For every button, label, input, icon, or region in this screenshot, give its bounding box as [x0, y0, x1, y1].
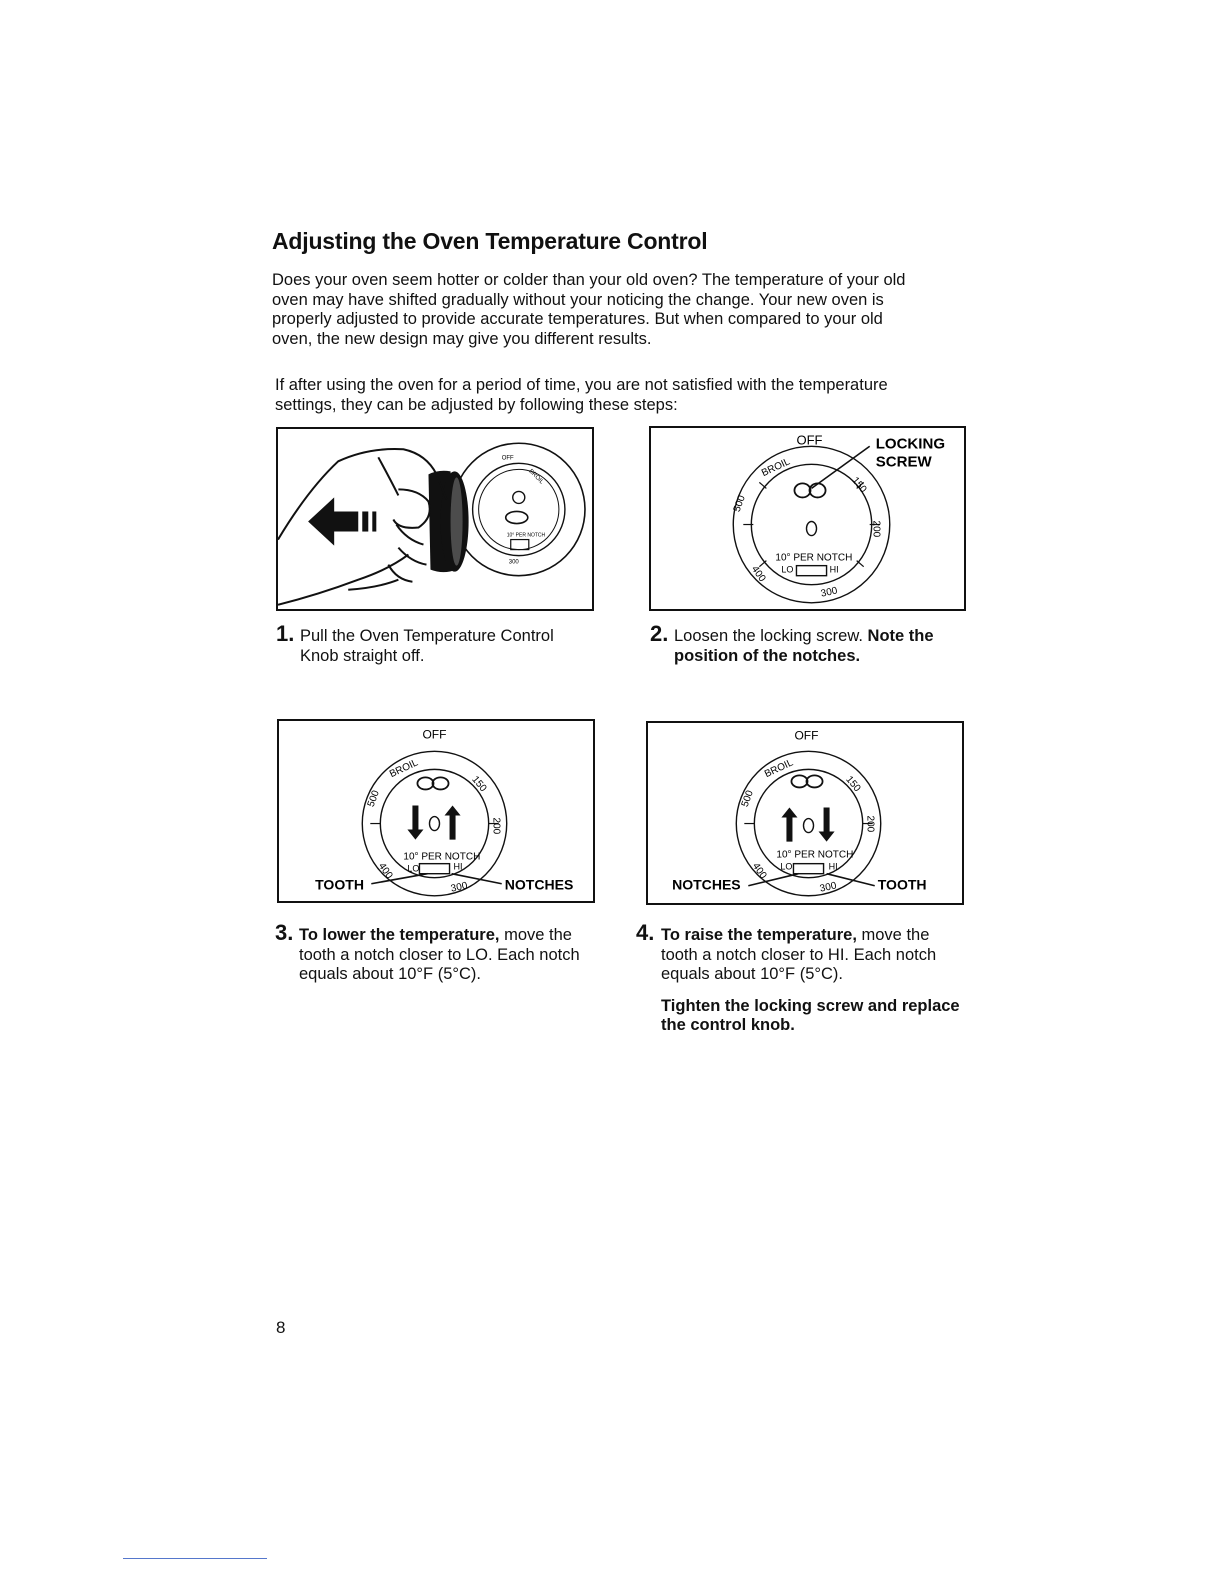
dial-notch-label: 10° PER NOTCH — [775, 552, 853, 564]
step-1 — [276, 621, 596, 666]
dial-raise-illustration — [648, 723, 962, 903]
step-4 — [636, 920, 966, 1036]
dial-lo-label: LO — [780, 861, 793, 872]
step-emphasis: Note the position of the notches. — [674, 627, 934, 665]
dial-notch-label: 10° PER NOTCH — [506, 532, 546, 539]
step-number: 3. — [275, 920, 294, 945]
step-text: move the tooth a notch closer to HI. Each notch equals about 10°F (5°C). — [661, 926, 937, 983]
intro-paragraph-2: If after using the oven for a period of time, you are not satisfied with the temperature settings, they can be adjusted by following these steps: — [275, 376, 888, 414]
dial-face — [362, 727, 506, 896]
intro-paragraph-1: Does your oven seem hotter or colder than your old oven? The temperature of your old oven may have shifted gradually without your noticing the change. Your new oven is properly adjusted to provide accurate temperatures. But when compared to your old oven, the new design may give you different results. — [272, 271, 906, 348]
dial-broil-label: BROIL — [387, 757, 420, 781]
dial-300-label: 300 — [508, 559, 519, 566]
dial-500-label: 500 — [365, 789, 382, 809]
pull-arrow-icon — [308, 497, 376, 545]
dial-hi-label: HI — [828, 861, 838, 872]
step-text: Loosen the locking screw. — [674, 627, 868, 645]
page-number: 8 — [276, 1318, 286, 1337]
dial-400-label: 400 — [749, 861, 769, 882]
dial-150-label: 150 — [849, 475, 869, 496]
dial-hi-label: HI — [453, 861, 463, 872]
figure-locking-screw — [649, 426, 966, 611]
page-title: Adjusting the Oven Temperature Control — [272, 228, 708, 254]
figure-lower-temperature — [277, 719, 595, 903]
dial-hi-label: HI — [829, 564, 839, 575]
step-number: 4. — [636, 920, 655, 945]
step-text: move the tooth a notch closer to LO. Each notch equals about 10°F (5°C). — [299, 926, 580, 983]
dial-200-label: 200 — [490, 817, 502, 835]
tooth-label: TOOTH — [877, 876, 927, 893]
dial-400-label: 400 — [748, 564, 768, 585]
figure-pull-knob — [276, 427, 594, 611]
dial-lo-label: LO — [781, 564, 794, 575]
dial-lower-illustration — [279, 721, 593, 901]
locking-screw-icon — [791, 775, 822, 787]
footer-divider — [123, 1558, 267, 1559]
step-3 — [275, 920, 595, 985]
dial-broil-label: BROIL — [759, 456, 792, 480]
pull-knob-illustration — [278, 429, 592, 609]
arrow-up-icon — [781, 807, 797, 841]
tighten-note: Tighten the locking screw and replace the control knob. — [661, 996, 960, 1034]
step-number: 2. — [650, 621, 669, 646]
dial-locking-screw-illustration — [651, 428, 964, 609]
step-emphasis: To raise the temperature, — [661, 926, 857, 944]
step-emphasis: To lower the temperature, — [299, 926, 500, 944]
locking-screw-icon — [794, 483, 825, 497]
tooth-label: TOOTH — [315, 876, 364, 893]
step-number: 1. — [276, 621, 295, 646]
dial-broil-label: BROIL — [762, 757, 795, 781]
dial-150-label: 150 — [469, 774, 489, 795]
dial-400-label: 400 — [375, 861, 395, 882]
arrow-down-icon — [407, 805, 423, 839]
dial-off-label: OFF — [796, 432, 823, 448]
dial-notch-label: 10° PER NOTCH — [776, 849, 854, 861]
dial-300-label: 300 — [819, 585, 839, 600]
locking-screw-icon — [417, 777, 448, 789]
dial-150-label: 150 — [843, 774, 863, 795]
dial-lo-label: LO — [407, 863, 420, 874]
figure-raise-temperature — [646, 721, 964, 905]
dial-broil-label: BROIL — [527, 468, 545, 486]
arrow-down-icon — [819, 807, 835, 841]
dial-notch-label: 10° PER NOTCH — [403, 851, 481, 863]
notches-label: NOTCHES — [504, 876, 574, 893]
dial-face — [736, 728, 880, 895]
notches-label: NOTCHES — [672, 876, 741, 893]
dial-300-label: 300 — [818, 880, 838, 895]
oven-knob — [428, 471, 468, 572]
locking-label-line1: LOCKING — [875, 435, 946, 453]
dial-off-label: OFF — [501, 455, 514, 462]
dial-500-label: 500 — [731, 494, 748, 514]
locking-label-line2: SCREW — [875, 453, 932, 471]
dial-off-label: OFF — [794, 728, 819, 743]
dial-face — [453, 443, 585, 575]
step-text: Pull the Oven Temperature Control Knob straight off. — [300, 627, 554, 665]
arrow-up-icon — [445, 805, 461, 839]
tooth-pointer — [371, 874, 427, 884]
dial-off-label: OFF — [422, 727, 447, 742]
dial-face — [732, 432, 890, 603]
dial-200-label: 200 — [870, 520, 882, 538]
step-2 — [650, 621, 970, 666]
dial-200-label: 200 — [864, 815, 876, 833]
dial-300-label: 300 — [449, 880, 469, 895]
dial-500-label: 500 — [739, 789, 756, 809]
